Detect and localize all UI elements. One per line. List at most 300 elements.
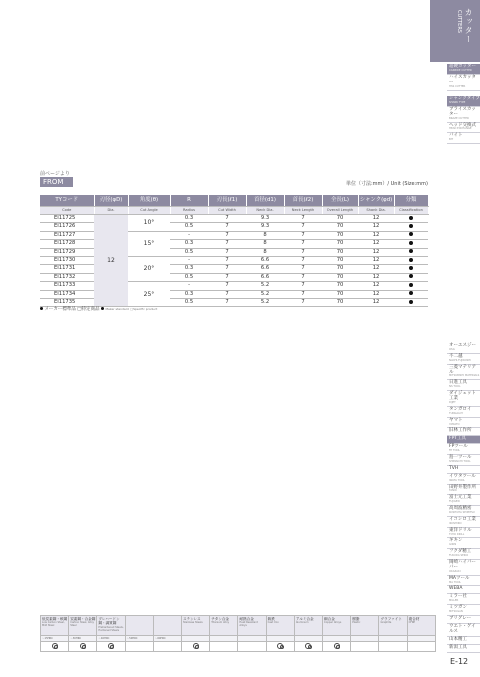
material-name-en: Prehardened Steels, Hardened Steels [98,625,124,632]
side-nav-sublabel: DIJET [449,400,456,404]
side-nav-item[interactable] [447,418,480,429]
nd-cell: 8 [246,248,284,256]
standard-dot-icon [409,274,413,278]
side-nav-item[interactable] [447,576,480,587]
side-nav-label: ギキン [449,538,463,544]
category-tab-en: CUTTERS [456,10,462,33]
side-nav-item[interactable] [447,538,480,549]
r-cell: 0.3 [170,290,208,298]
cw-cell: 7 [208,299,246,307]
double-circle-icon [80,643,86,649]
side-nav-label: 旧林工作所 [449,428,472,434]
hardness-cell: 〜50HRC [125,636,153,642]
suitability-cell [69,642,97,652]
classification-cell [394,299,428,307]
nd-cell: 6.6 [246,257,284,265]
legend-standard: メーカー標準品 [44,307,76,312]
ol-cell: 70 [322,240,358,248]
side-nav-item[interactable] [447,495,480,506]
diameter-cell: 12 [94,215,128,307]
side-nav-sublabel: MITSUBISHI MATERIALS [449,374,480,378]
column-header-en: Code [40,207,94,215]
side-nav-item[interactable] [447,64,480,75]
material-suitability-row [41,642,436,652]
category-tab-ja: カッター [464,8,473,44]
sd-cell: 12 [358,265,394,273]
nl-cell: 7 [284,257,322,265]
side-nav-cutter-type [447,64,480,91]
sd-cell: 12 [358,240,394,248]
legend-specific: □特定商品 [77,307,100,312]
side-nav-label: 富士元工業 [449,495,472,501]
material-name-cell [266,616,294,636]
side-nav-label: 新潟工具 [449,644,467,650]
nd-cell: 9.3 [246,215,284,223]
ol-cell: 70 [322,248,358,256]
side-nav-item[interactable] [447,123,480,134]
unit-note: 単位（寸法:mm）/ Unit (Size:mm) [345,181,428,187]
table-header-ja [40,195,428,207]
sd-cell: 12 [358,282,394,290]
nl-cell: 7 [284,290,322,298]
side-nav-item[interactable] [447,560,480,576]
nd-cell: 6.6 [246,273,284,281]
side-nav-item[interactable] [447,517,480,528]
code-cell: EI11731 [40,265,94,273]
column-header: R [170,195,208,207]
suitability-cell [41,642,69,652]
suitability-cell [182,642,210,652]
code-cell: EI11730 [40,257,94,265]
side-nav-item[interactable] [447,96,480,107]
column-header-en: Cut Width [208,207,246,215]
side-nav-sublabel: HSS CUTTER [449,84,466,88]
sd-cell: 12 [358,273,394,281]
classification-cell [394,290,428,298]
side-nav-sublabel: SHANK TYPE [449,100,466,104]
cw-cell: 7 [208,240,246,248]
ol-cell: 70 [322,290,358,298]
nl-cell: 7 [284,299,322,307]
column-header-en: Neck Dia. [246,207,284,215]
nl-cell: 7 [284,248,322,256]
r-cell: - [170,231,208,239]
from-label: FROM [40,177,73,187]
side-nav-item[interactable] [447,605,480,616]
side-nav-label: バイト [449,133,463,139]
side-nav-item[interactable] [447,637,480,645]
suitability-cell [266,642,294,652]
standard-dot-icon [409,300,413,304]
column-header: 首長(ℓ2) [284,195,322,207]
side-nav-sublabel: BIT [449,138,454,142]
side-nav-sublabel: BRAZE CUTTER [449,116,469,120]
material-header-row [41,616,436,636]
suitability-cell [238,642,266,652]
standard-dot-icon [101,307,104,310]
r-cell: 0.5 [170,248,208,256]
side-nav-label: ブライスカッター [449,106,476,117]
side-nav-label: ハイスカッター [449,74,476,85]
material-name: 鋳鉄 [267,617,275,621]
ol-cell: 70 [322,231,358,239]
suitability-cell [97,642,125,652]
material-name-cell [379,616,407,636]
standard-dot-icon [409,291,413,295]
side-nav-item[interactable] [447,594,480,605]
material-name-cell [153,616,181,636]
sd-cell: 12 [358,223,394,231]
classification-cell [394,240,428,248]
cw-cell: 7 [208,257,246,265]
hardness-cell: 〜15HRC [41,636,69,642]
side-nav-item[interactable] [447,645,480,653]
hardness-cell: 〜40HRC [97,636,125,642]
angle-cell: 25° [128,282,170,307]
column-header-en: Classification [394,207,428,215]
side-nav-label: 不二越 [449,353,463,359]
material-name: 低炭素鋼・軟鋼 [42,617,68,621]
product-table [40,195,429,307]
side-nav-sublabel: YAMATO [449,422,460,426]
material-name-cell [69,616,97,636]
column-header: シャンク(φd) [358,195,394,207]
classification-cell [394,273,428,281]
r-cell: 0.5 [170,299,208,307]
double-circle-icon [334,643,340,649]
code-cell: EI11728 [40,240,94,248]
side-nav-label: フクダ精工 [449,549,472,555]
side-nav-sublabel: CARBIDE CUTTER [449,68,472,72]
cw-cell: 7 [208,215,246,223]
sd-cell: 12 [358,248,394,256]
column-header-en: Dia. [94,207,128,215]
legend [40,306,157,312]
material-name-cell [323,616,351,636]
nl-cell: 7 [284,282,322,290]
side-nav-label: シャンクタイプ [449,96,480,101]
material-name-en: Low Carbon Steel, Mild Steel [42,621,65,628]
side-nav-item[interactable] [447,466,480,474]
nl-cell: 7 [284,231,322,239]
material-name: ステンレス [183,617,201,621]
code-cell: EI11735 [40,299,94,307]
angle-cell: 15° [128,231,170,256]
material-name: アルミ合金 [295,617,314,621]
material-name-en: Heat Resistant Alloys [239,621,258,628]
nd-cell: 8 [246,240,284,248]
side-nav-label: ダイジェット工業 [449,391,476,401]
material-name-cell [210,616,238,636]
standard-dot-icon [409,283,413,287]
r-cell: 0.3 [170,240,208,248]
nd-cell: 8 [246,231,284,239]
material-name: 樹脂 [352,617,360,621]
side-nav-sublabel: FUKUDA SEIKO [449,554,469,558]
material-table [40,615,436,652]
side-nav-sublabel: FP TOOL [449,449,460,453]
ol-cell: 70 [322,282,358,290]
material-name-cell [407,616,435,636]
suitability-cell [294,642,322,652]
side-nav-sublabel: MA TOOL [449,580,461,584]
side-nav-item[interactable] [447,75,480,91]
side-nav-makers [447,343,480,653]
sd-cell: 12 [358,257,394,265]
cw-cell: 7 [208,290,246,298]
side-nav-label: イワタツール [449,473,476,479]
classification-cell [394,282,428,290]
column-header: TYコード [40,195,94,207]
code-cell: EI11734 [40,290,94,298]
material-name-en: Stainless Steels [183,621,203,625]
column-header: 角度(θ) [128,195,170,207]
nl-cell: 7 [284,240,322,248]
column-header: 刃径(φD) [94,195,128,207]
nd-cell: 6.6 [246,265,284,273]
material-name-en: Graphite [380,621,392,625]
side-nav-label: ブリグレー [449,615,472,621]
column-header: 刃長(ℓ1) [208,195,246,207]
material-name-cell [125,616,153,636]
nl-cell: 7 [284,273,322,281]
side-nav-sublabel: FUJIGEN [449,500,460,504]
side-nav-label: 田野井製作所 [449,484,476,490]
double-circle-icon [193,643,199,649]
side-nav-sublabel: MILLER [449,599,459,603]
side-nav-sublabel: TOYO DRILL [449,532,465,536]
side-nav-item[interactable] [447,474,480,485]
material-name-en: Carbon Steel, Alloy Steel [70,621,95,628]
side-nav-label: TVH [449,465,459,471]
cw-cell: 7 [208,265,246,273]
table-header-en [40,207,428,215]
ol-cell: 70 [322,257,358,265]
cw-cell: 7 [208,223,246,231]
material-name: 耐熱合金 [239,617,254,621]
standard-dot-icon [40,307,43,310]
nl-cell: 7 [284,215,322,223]
side-nav-item[interactable] [447,380,480,391]
side-nav-item[interactable] [447,354,480,365]
side-nav-shank-type [447,96,480,144]
double-circle-icon [52,643,58,649]
side-nav-label: ミツガン [449,605,467,611]
side-nav-sublabel: MITSUGAN [449,610,463,614]
table-body [40,215,428,307]
material-name-cell [97,616,125,636]
cw-cell: 7 [208,282,246,290]
sd-cell: 12 [358,290,394,298]
suitability-cell [379,642,407,652]
classification-cell [394,265,428,273]
side-nav-item[interactable] [447,616,480,624]
code-cell: EI11729 [40,248,94,256]
r-cell: 0.3 [170,215,208,223]
double-circle-icon [305,643,311,649]
side-nav-sublabel: NACHI-FUJIKOSHI [449,358,472,362]
material-name-en: Titanium Alloy [211,621,230,625]
sd-cell: 12 [358,299,394,307]
legend-standard-en: Maker standard [105,307,129,311]
standard-dot-icon [409,241,413,245]
page-number: E-12 [450,657,469,666]
double-circle-icon [277,643,283,649]
side-nav-sublabel: NS TOOL [449,385,461,389]
side-nav-sublabel: TUNGALOY [449,411,464,415]
nl-cell: 7 [284,223,322,231]
side-nav-item[interactable] [447,455,480,466]
side-nav-item[interactable] [447,407,480,418]
side-nav-label: 山本精工 [449,636,467,642]
side-nav-label: ヤマト [449,417,463,423]
material-name: グラファイト [380,617,402,621]
side-nav-item[interactable] [447,365,480,381]
side-nav-label: 岡崎ハイバーバー [449,559,476,570]
classification-cell [394,248,428,256]
side-nav-label: 島一ツール [449,455,472,460]
suitability-cell [323,642,351,652]
nd-cell: 9.3 [246,223,284,231]
cw-cell: 7 [208,248,246,256]
suitability-cell [351,642,379,652]
side-nav-item[interactable] [447,444,480,455]
column-header: 首径(d1) [246,195,284,207]
standard-dot-icon [409,232,413,236]
side-nav-item[interactable] [447,485,480,496]
cw-cell: 7 [208,273,246,281]
side-nav-label: タンガロイ [449,406,472,412]
material-name-en: Copper Alloys [324,621,342,625]
side-nav-label: オーエスジー [449,343,476,348]
classification-cell [394,223,428,231]
column-header-en: Radius [170,207,208,215]
side-nav-sublabel: OKAZAKI [449,569,461,573]
side-nav-item[interactable] [447,107,480,123]
legend-specific-en: □Specific product [130,307,158,311]
material-name: 複合材 [408,617,420,621]
double-circle-icon [108,643,114,649]
r-cell: - [170,282,208,290]
side-nav-sublabel: KOSHUHA SEIMITSU [449,511,475,514]
side-nav-label: 三菱マテリアル [449,364,476,375]
side-nav-label: WEBA [449,586,463,592]
column-header-en: Shank Dia. [358,207,394,215]
material-name: 銅合金 [324,617,335,621]
classification-cell [394,231,428,239]
column-header: 全長(L) [322,195,358,207]
material-name-cell [182,616,210,636]
cw-cell: 7 [208,231,246,239]
suitability-cell [407,642,435,652]
material-name-en: Cast Iron [267,621,279,625]
material-name-cell [41,616,69,636]
side-nav-label: 超硬カッター [449,64,476,69]
classification-cell [394,215,428,223]
sd-cell: 12 [358,215,394,223]
standard-dot-icon [409,216,413,220]
side-nav-sublabel: HEAD EXCHANGE [449,127,472,131]
column-header-en: Neck Length [284,207,322,215]
side-nav-label: ミラー社 [449,594,467,600]
ol-cell: 70 [322,215,358,223]
standard-dot-icon [409,224,413,228]
classification-cell [394,257,428,265]
hardness-cell: 〜30HRC [69,636,97,642]
side-nav-label: イコシロ工業 [449,516,476,522]
ol-cell: 70 [322,273,358,281]
side-nav-label: FPT工具 [449,436,467,442]
side-nav-label: 東洋ドリル [449,527,472,533]
material-name: プレハードン鋼・調質鋼 [98,617,120,626]
side-nav-item[interactable] [447,343,480,354]
nl-cell: 7 [284,265,322,273]
material-name-cell [238,616,266,636]
side-nav-label: 日進工具 [449,380,467,386]
hardness-cell: 〜60HRC [153,636,181,642]
side-nav-label: 高周波精密 [449,506,472,512]
ol-cell: 70 [322,265,358,273]
side-nav-label: FPツール [449,444,468,450]
side-nav-sublabel: TANOI [449,489,457,493]
side-nav-item[interactable] [447,391,480,407]
code-cell: EI11732 [40,273,94,281]
side-nav-label: ヘッド交換式 [449,122,476,128]
side-nav-sublabel: GIKIN [449,543,457,547]
ol-cell: 70 [322,299,358,307]
side-nav-sublabel: IWATA TOOL [449,478,465,482]
r-cell: 0.3 [170,265,208,273]
code-cell: EI11733 [40,282,94,290]
standard-dot-icon [409,249,413,253]
angle-cell: 20° [128,257,170,282]
code-cell: EI11727 [40,231,94,239]
side-nav-item[interactable] [447,528,480,539]
material-name: 炭素鋼・合金鋼 [70,617,96,621]
suitability-cell [210,642,238,652]
side-nav-item[interactable] [447,549,480,560]
r-cell: 0.5 [170,223,208,231]
material-name: チタン合金 [211,617,230,621]
category-tab[interactable] [430,0,480,62]
previous-page-note: 前ページより [40,171,70,177]
side-nav-sublabel: IKOSHIRO [449,521,462,525]
nd-cell: 5.2 [246,299,284,307]
side-nav-label: ウエト・ゲイルス [449,623,476,634]
column-header: 分類 [394,195,428,207]
suitability-cell [125,642,153,652]
material-name-en: Aluminum [295,621,309,625]
side-nav-item[interactable] [447,624,480,637]
material-name-cell [294,616,322,636]
side-nav-sublabel: OSG [449,347,455,351]
angle-cell: 10° [128,215,170,232]
table-row [40,215,428,223]
sd-cell: 12 [358,231,394,239]
side-nav-sublabel: SHIMAICHI TOOL [449,459,471,463]
side-nav-label: MAツール [449,575,470,581]
column-header-en: Cut Angle [128,207,170,215]
nd-cell: 5.2 [246,290,284,298]
column-header-en: Overall Length [322,207,358,215]
nd-cell: 5.2 [246,282,284,290]
side-nav-item[interactable] [447,133,480,144]
side-nav-item[interactable] [447,506,480,517]
suitability-cell [153,642,181,652]
material-name-en: Plastic [352,621,361,625]
r-cell: 0.5 [170,273,208,281]
ol-cell: 70 [322,223,358,231]
